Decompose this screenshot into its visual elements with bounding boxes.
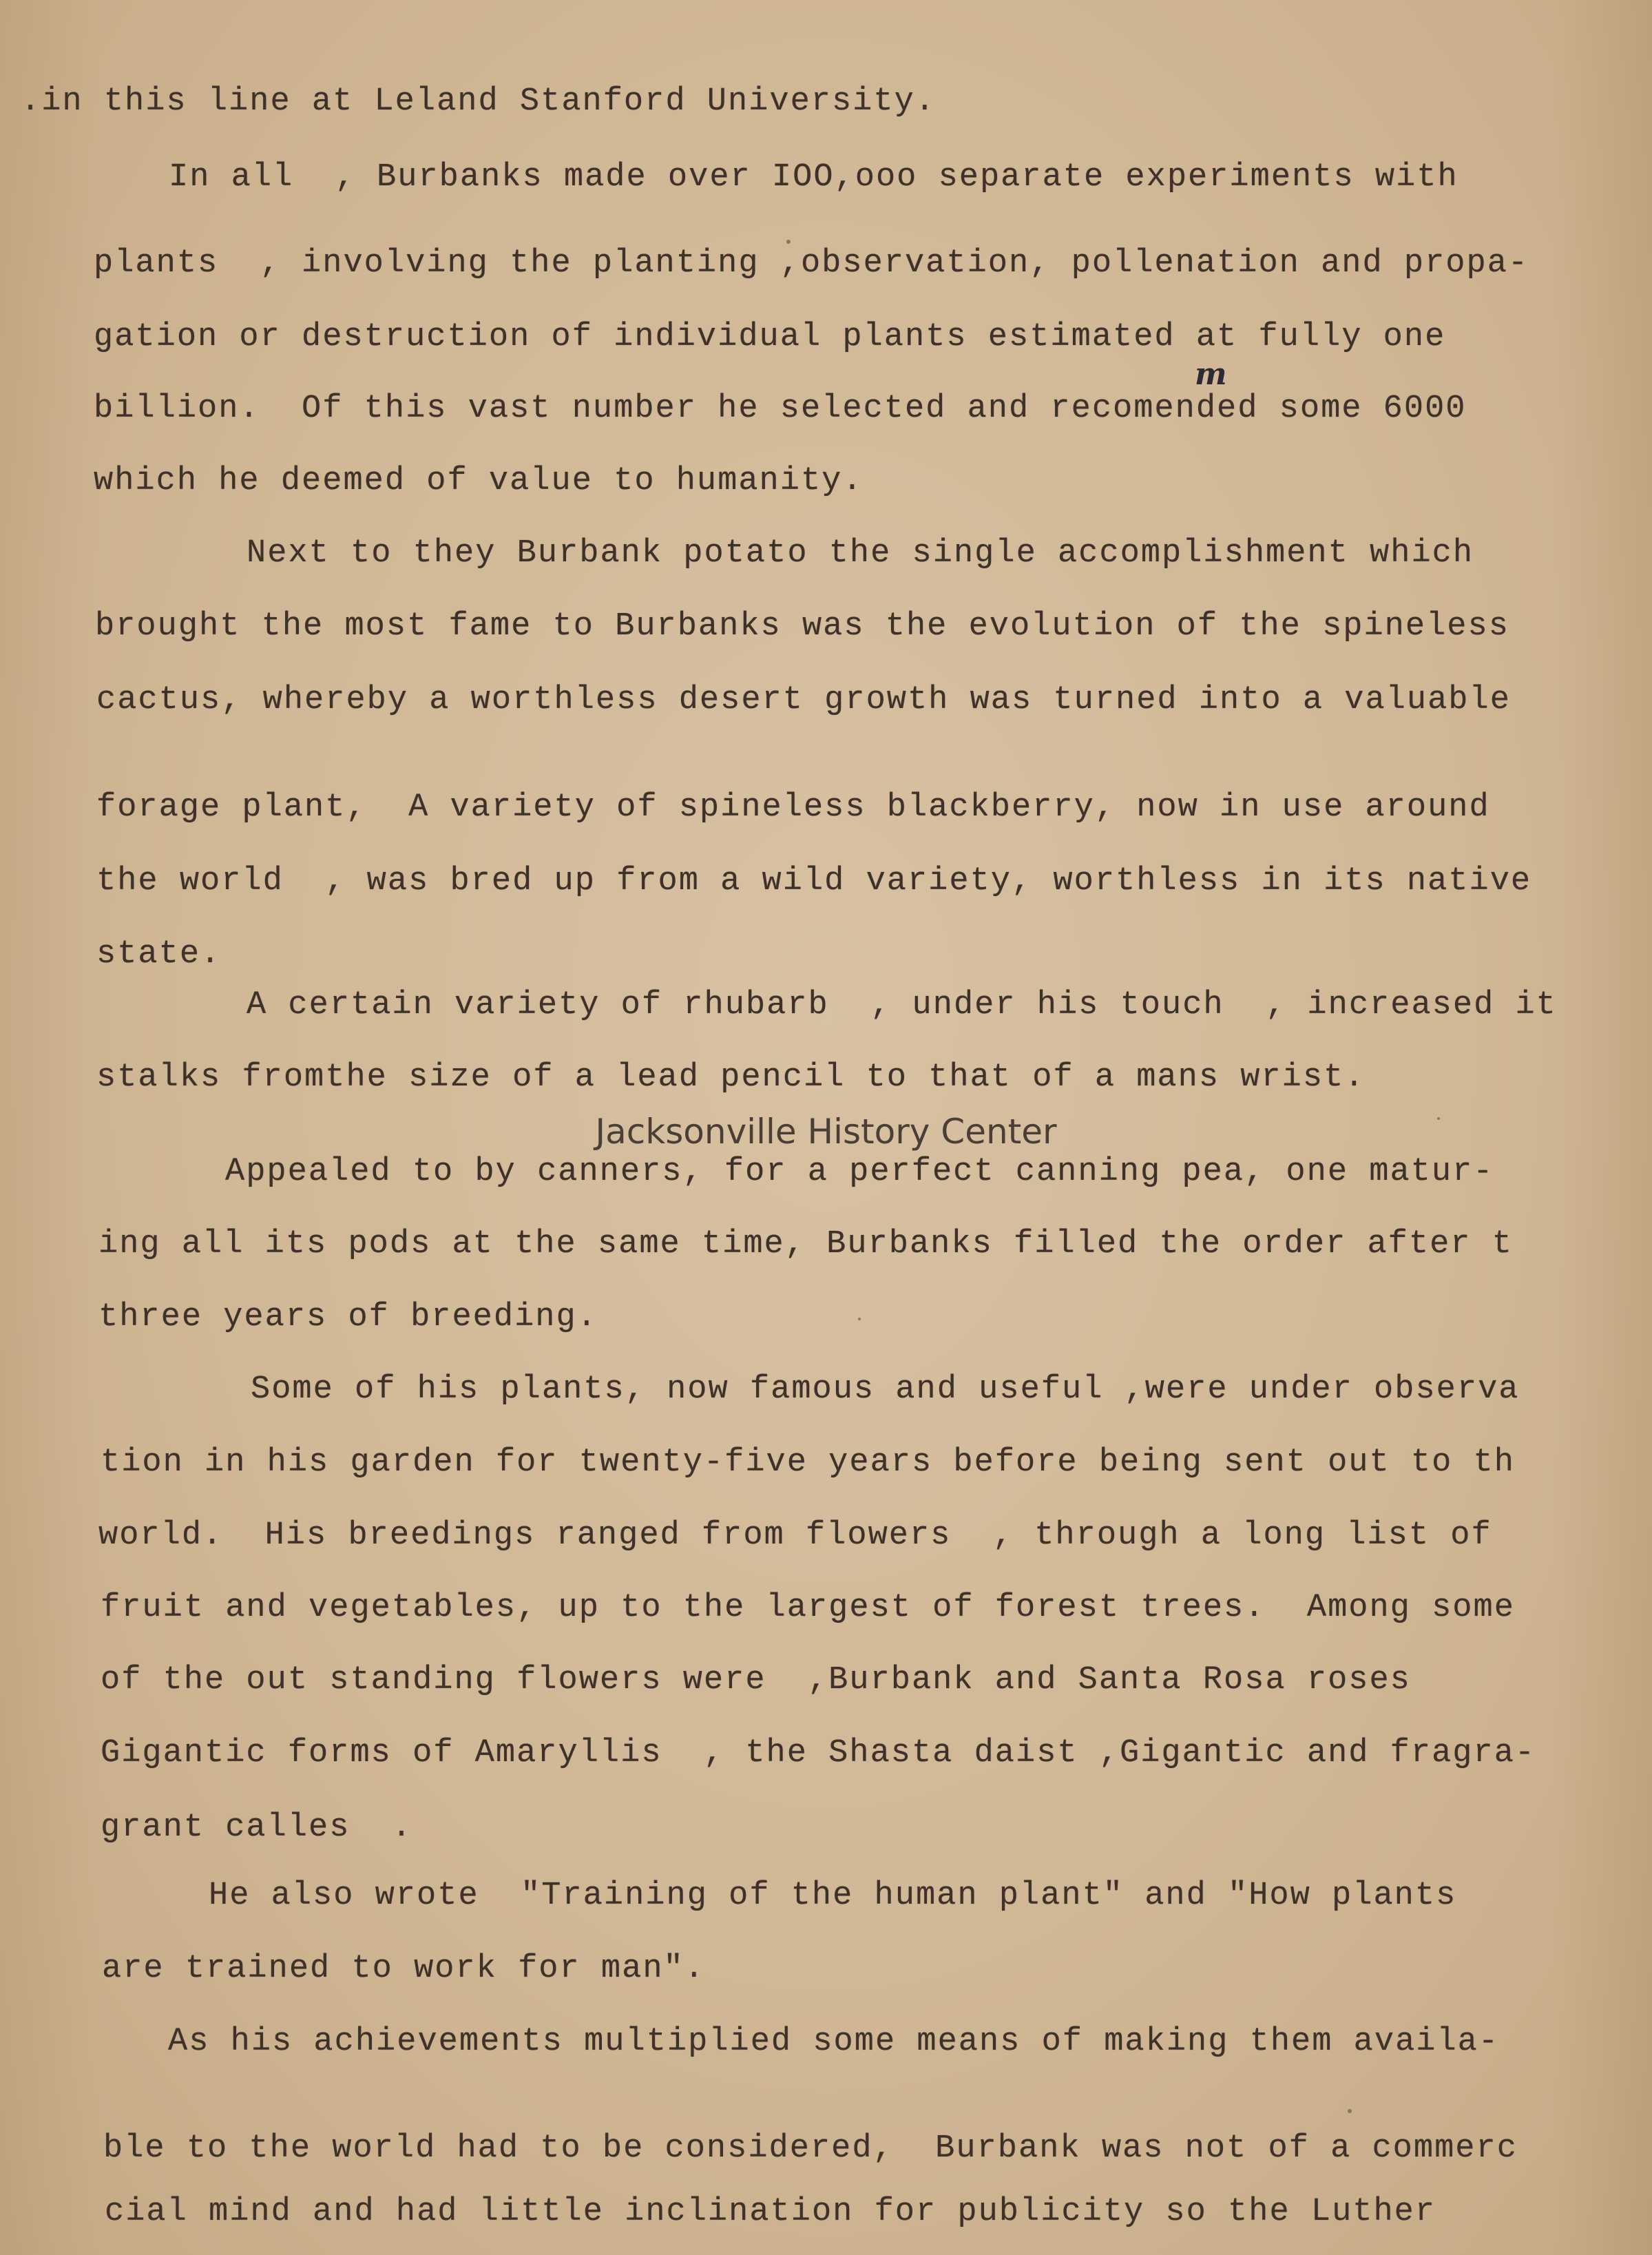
text-line-4: gation or destruction of individual plants estimated at fully one: [94, 319, 1446, 355]
paper-speck: [858, 1318, 861, 1320]
text-line-17: three years of breeding.: [98, 1299, 598, 1336]
text-line-20: world. His breedings ranged from flowers , through a long list of: [98, 1517, 1492, 1554]
text-line-18: Some of his plants, now famous and useful ,were under observa: [251, 1371, 1520, 1408]
text-line-14: stalks fromthe size of a lead pencil to that of a mans wrist.: [96, 1059, 1366, 1096]
paper-speck: [1437, 1117, 1440, 1120]
text-line-21: fruit and vegetables, up to the largest of forest trees. Among some: [101, 1590, 1515, 1626]
text-line-3: plants , involving the planting ,observation, pollenation and propa-: [94, 245, 1529, 282]
text-line-8: brought the most fame to Burbanks was the evolution of the spineless: [95, 608, 1509, 645]
text-line-2: In all , Burbanks made over IOO,ooo separate experiments with: [169, 159, 1458, 196]
text-line-28: ble to the world had to be considered, Burbank was not of a commerc: [103, 2130, 1518, 2167]
text-line-25: He also wrote "Training of the human plant" and "How plants: [209, 1878, 1457, 1914]
text-line-12: state.: [96, 936, 222, 973]
text-line-26: are trained to work for man".: [102, 1951, 705, 1987]
watermark-text: Jacksonville History Center: [595, 1112, 1057, 1152]
text-line-27: As his achievements multiplied some means of making them availa-: [168, 2024, 1500, 2060]
text-line-23: Gigantic forms of Amaryllis , the Shasta daist ,Gigantic and fragra-: [101, 1735, 1536, 1771]
text-line-1: .in this line at Leland Stanford University.: [21, 83, 937, 120]
handwritten-insertion-mark: m: [1195, 357, 1227, 392]
text-line-5: billion. Of this vast number he selected and recomended some 6000: [94, 391, 1467, 427]
text-line-9: cactus, whereby a worthless desert growth was turned into a valuable: [96, 682, 1511, 718]
text-line-6: which he deemed of value to humanity.: [94, 463, 864, 499]
text-line-16: ing all its pods at the same time, Burbanks filled the order after t: [98, 1226, 1513, 1262]
text-line-19: tion in his garden for twenty-five years before being sent out to th: [101, 1444, 1515, 1481]
paper-speck: [1348, 2109, 1352, 2113]
text-line-13: A certain variety of rhubarb , under his touch , increased it: [247, 987, 1557, 1023]
text-line-29: cial mind and had little inclination for publicity so the Luther: [105, 2194, 1436, 2230]
text-line-10: forage plant, A variety of spineless blackberry, now in use around: [96, 789, 1490, 826]
text-line-7: Next to they Burbank potato the single accomplishment which: [247, 535, 1474, 572]
text-line-24: grant calles .: [101, 1809, 413, 1846]
text-line-22: of the out standing flowers were ,Burbank and Santa Rosa roses: [101, 1662, 1411, 1698]
text-line-15: Appealed to by canners, for a perfect canning pea, one matur-: [225, 1154, 1494, 1190]
paper-speck: [786, 240, 791, 244]
text-line-11: the world , was bred up from a wild variety, worthless in its native: [96, 863, 1532, 900]
